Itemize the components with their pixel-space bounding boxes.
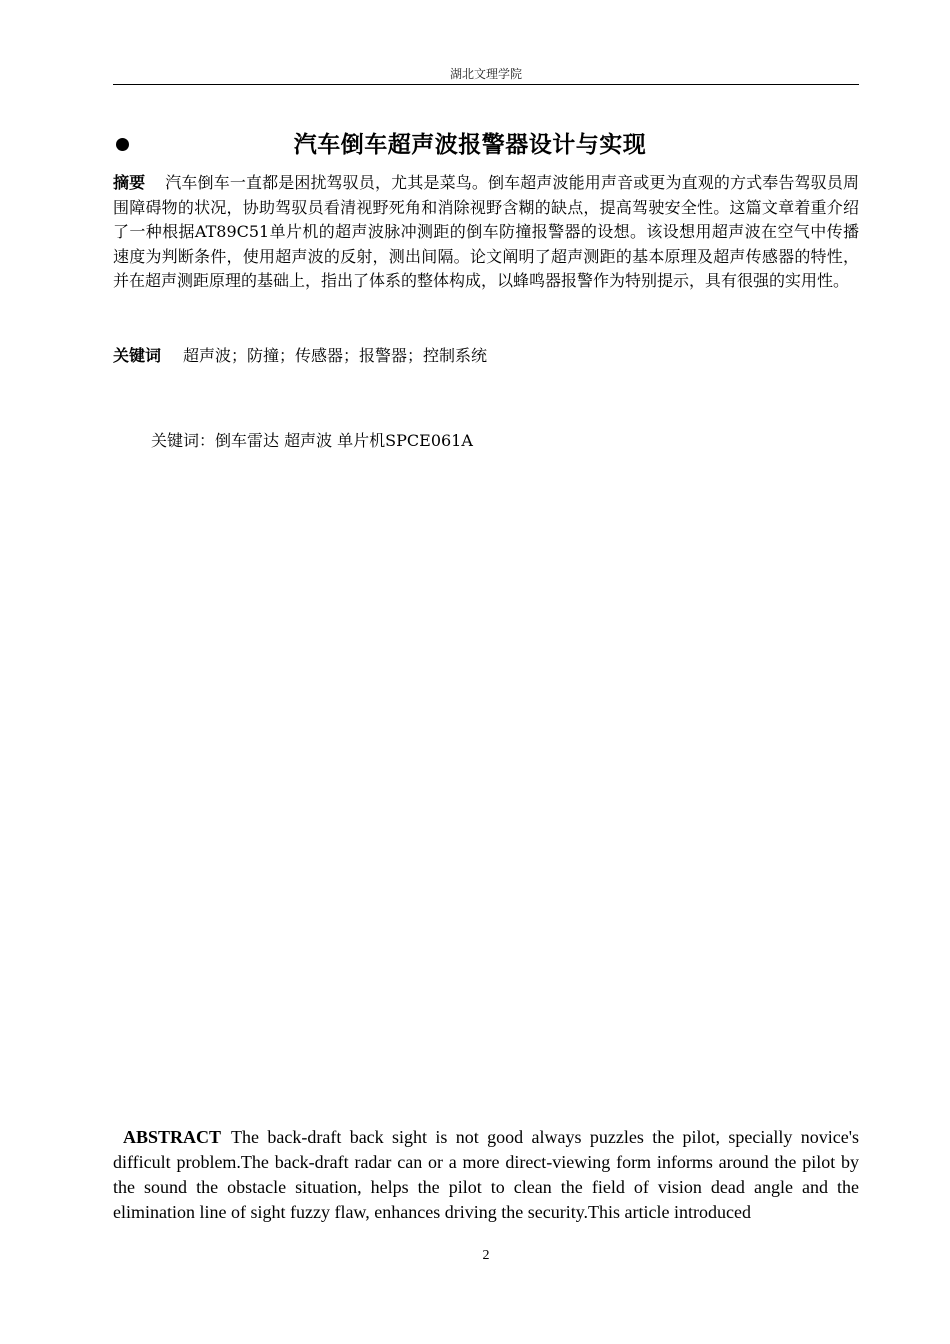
keywords-cn-label: 关键词 — [113, 346, 162, 365]
abstract-en — [113, 1125, 859, 1225]
document-title: 汽车倒车超声波报警器设计与实现 — [293, 132, 647, 158]
abstract-cn-label: 摘要 — [113, 173, 146, 192]
page-number: 2 — [482, 1248, 490, 1263]
keywords-cn-text: 超声波；防撞；传感器；报警器；控制系统 — [183, 346, 488, 365]
abstract-cn — [113, 171, 859, 294]
page-header: 湖北文理学院 — [449, 67, 522, 81]
keywords-cn-secondary: 关键词：倒车雷达 超声波 单片机SPCE061A — [151, 431, 473, 450]
abstract-en-label: ABSTRACT — [123, 1127, 222, 1147]
header-divider — [113, 84, 859, 85]
abstract-en-text: The back-draft back sight is not good always puzzles the pilot, specially novice's difficult problem.The back-draft radar can or a more direct-viewing form informs around the pilot by the sound the obstacle situation, helps the pilot to clean the field of vision dead angle and the elimination line of sight fuzzy flaw, enhances driving the security.This article introduced — [113, 1127, 859, 1222]
keywords-cn — [113, 344, 859, 368]
abstract-cn-text: 汽车倒车一直都是困扰驾驭员，尤其是菜鸟。倒车超声波能用声音或更为直观的方式奉告驾驭员周围障碍物的状况，协助驾驭员看清视野死角和消除视野含糊的缺点，提高驾驶安全性。这篇文章着重介绍了一种根据AT89C51单片机的超声波脉冲测距的倒车防撞报警器的设想。该设想用超声波在空气中传播速度为判断条件，使用超声波的反射，测出间隔。论文阐明了超声测距的基本原理及超声传感器的特性，并在超声测距原理的基础上，指出了体系的整体构成，以蜂鸣器报警作为特别提示，具有很强的实用性。 — [113, 173, 859, 290]
bullet-icon — [116, 138, 129, 151]
